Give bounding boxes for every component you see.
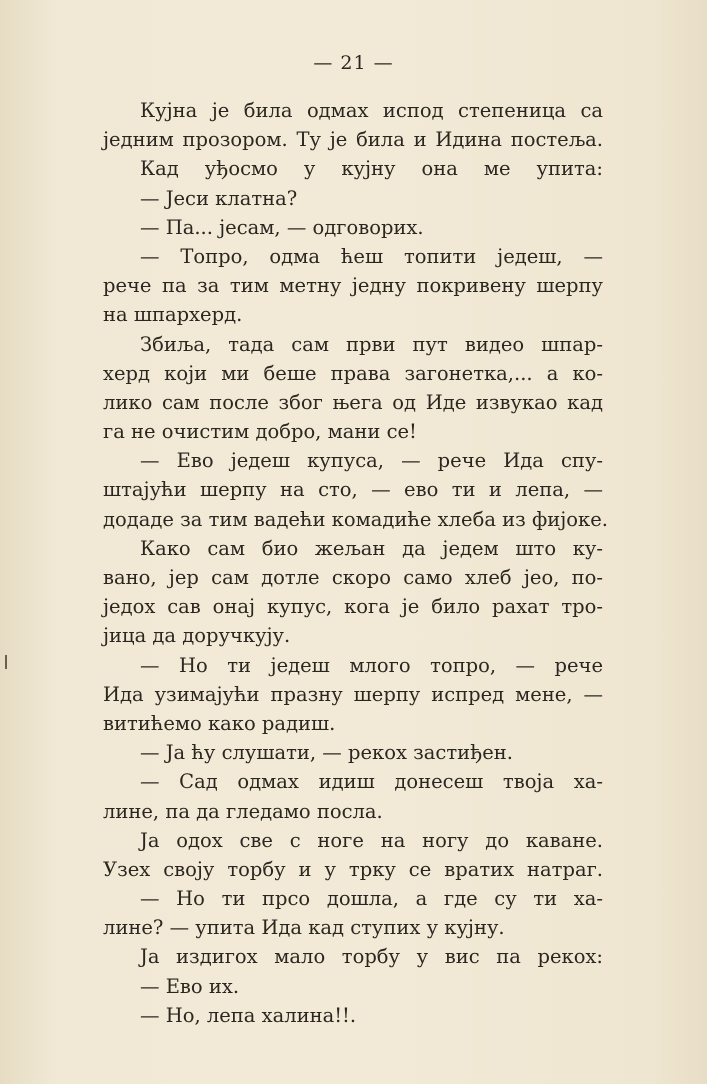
text-line: — Јеси клатна? [140,186,298,210]
text-line: витићемо како радиш. [103,711,336,735]
text-line: херд који ми беше права загонетка,... а ко- [103,361,603,385]
text-line: га не очистим добро, мани се! [103,420,417,444]
page-number: — 21 — [313,52,394,74]
text-line: рече па за тим метну једну покривену шерпу [103,274,603,298]
text-line: на шпархерд. [103,303,243,327]
text-line: једним прозором. Ту је била и Идина постеља. [103,128,603,152]
text-line: — Ево их. [140,974,240,998]
text-line: штајући шерпу на сто, — ево ти и лепа, — [103,478,603,502]
text-line: Кујна је била одмах испод степеница са [140,99,603,122]
text-line: Како сам био жељан да једем што ку- [140,536,603,560]
body-text [103,96,608,1030]
text-line: — Ево једеш купуса, — рече Ида спу- [140,449,603,473]
text-line: — Но ти прсо дошла, а где су ти ха- [140,887,603,911]
text-line: — Но ти једеш млого топро, — рече [140,653,603,677]
text-line: — Но, лепа халина!!. [140,1003,357,1027]
text-line: — Сад одмах идиш донесеш твоја ха- [140,770,603,794]
text-line: — Топро, одма ћеш топити једеш, — [140,244,603,268]
text-line: — Па... јесам, — одговорих. [140,215,424,239]
text-line: јица да доручкују. [103,624,291,648]
text-line: Узех своју торбу и у трку се вратих натраг. [103,857,603,881]
text-line: лико сам после због њега од Иде извукао кад [103,390,603,414]
text-line: Ја издигох мало торбу у вис па рекох: [140,945,603,969]
text-line: Ида узимајући празну шерпу испред мене, — [103,682,603,706]
text-line: лине? — упита Ида кад ступих у кујну. [103,916,505,940]
text-line: вано, јер сам дотле скоро само хлеб јео, по- [103,566,603,589]
text-line: једох сав онај купус, кога је било рахат тро- [103,595,603,619]
text-line: лине, па да гледамо посла. [103,799,383,823]
margin-mark [5,655,7,669]
text-line: Збиља, тада сам први пут видео шпар- [140,332,603,356]
text-line: — Ја ћу слушати, — рекох застиђен. [140,741,513,765]
text-line: додаде за тим вадећи комадиће хлеба из фијоке. [103,507,608,531]
text-line: Ја одох све с ноге на ногу до каване. [140,828,603,852]
text-line: Кад уђосмо у кујну она ме упита: [140,157,603,181]
